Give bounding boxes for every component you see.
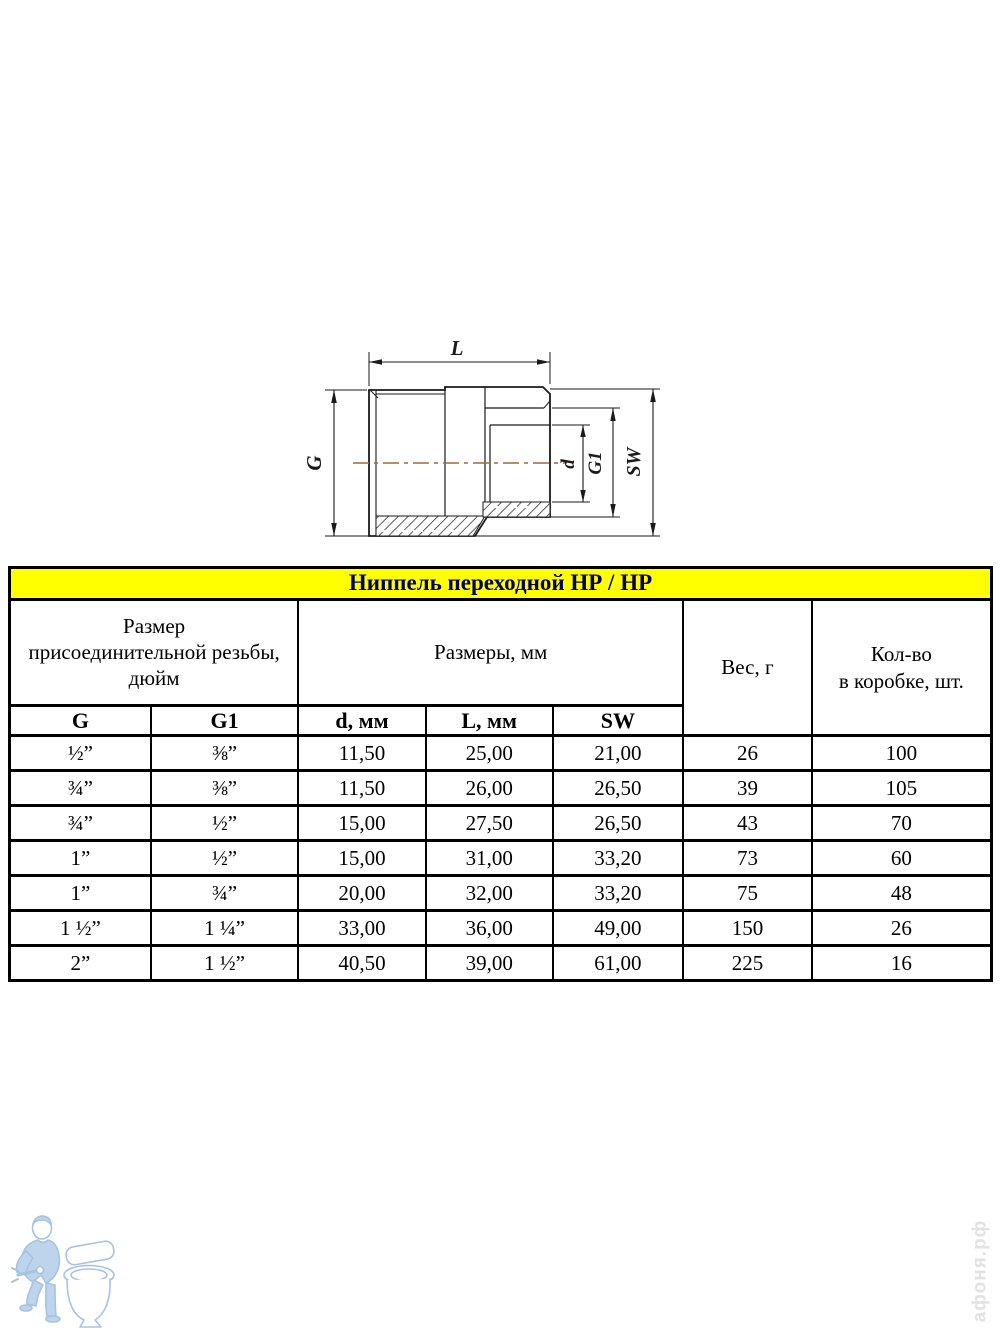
cell-l: 26,00 (426, 771, 553, 806)
cell-g1: ½” (151, 806, 298, 841)
spec-table (8, 566, 993, 982)
cell-d: 20,00 (298, 876, 426, 911)
cell-weight: 75 (683, 876, 812, 911)
header-qty (812, 599, 992, 736)
fitting-section-drawing (297, 330, 697, 560)
cell-qty: 16 (812, 946, 992, 981)
table-row (10, 911, 992, 946)
header-thread-size (10, 599, 299, 705)
header-weight: Вес, г (683, 599, 812, 736)
cell-g: 1” (10, 841, 151, 876)
cell-qty: 60 (812, 841, 992, 876)
cell-l: 32,00 (426, 876, 553, 911)
table-row (10, 736, 992, 771)
cell-g1: ½” (151, 841, 298, 876)
cell-l: 25,00 (426, 736, 553, 771)
cell-qty: 100 (812, 736, 992, 771)
header-thread-size-line3: дюйм (128, 666, 180, 691)
cell-l: 27,50 (426, 806, 553, 841)
cell-sw: 33,20 (553, 841, 684, 876)
header-qty-line1: Кол-во (870, 642, 932, 667)
dim-label-SW: SW (623, 447, 645, 477)
dim-label-d: d (558, 459, 579, 469)
cell-g: ¾” (10, 771, 151, 806)
cell-weight: 225 (683, 946, 812, 981)
site-watermark-text: афоня.рф (969, 1219, 990, 1323)
cell-sw: 49,00 (553, 911, 684, 946)
cell-weight: 43 (683, 806, 812, 841)
cell-d: 15,00 (298, 806, 426, 841)
cell-g: ¾” (10, 806, 151, 841)
table-row (10, 946, 992, 981)
table-title: Ниппель переходной НР / НР (10, 568, 992, 600)
dim-label-G1: G1 (585, 451, 606, 475)
cell-l: 31,00 (426, 841, 553, 876)
cell-d: 40,50 (298, 946, 426, 981)
cell-l: 36,00 (426, 911, 553, 946)
cell-g: 2” (10, 946, 151, 981)
header-thread-size-line1: Размер (123, 613, 186, 638)
cell-g1: 1 ½” (151, 946, 298, 981)
cell-qty: 48 (812, 876, 992, 911)
subheader-L: L, мм (426, 705, 553, 736)
cell-sw: 26,50 (553, 806, 684, 841)
header-dimensions: Размеры, мм (298, 599, 683, 705)
cell-qty: 105 (812, 771, 992, 806)
cell-qty: 70 (812, 806, 992, 841)
section-hatch-left (376, 516, 485, 536)
section-hatch-right (483, 502, 550, 517)
cell-sw: 21,00 (553, 736, 684, 771)
cell-weight: 73 (683, 841, 812, 876)
subheader-SW: SW (553, 705, 684, 736)
cell-g: 1” (10, 876, 151, 911)
cell-d: 15,00 (298, 841, 426, 876)
table-row (10, 806, 992, 841)
cell-sw: 33,20 (553, 876, 684, 911)
cell-qty: 26 (812, 911, 992, 946)
site-watermark (920, 1210, 1000, 1332)
subheader-G1: G1 (151, 705, 298, 736)
cell-sw: 26,50 (553, 771, 684, 806)
cell-weight: 26 (683, 736, 812, 771)
plumber-logo (10, 1213, 128, 1333)
header-qty-line2: в коробке, шт. (838, 668, 964, 693)
cell-g: 1 ½” (10, 911, 151, 946)
cell-d: 33,00 (298, 911, 426, 946)
table-row (10, 876, 992, 911)
cell-d: 11,50 (298, 771, 426, 806)
cell-g: ½” (10, 736, 151, 771)
subheader-G: G (10, 705, 151, 736)
cell-g1: ¾” (151, 876, 298, 911)
table-row (10, 841, 992, 876)
header-thread-size-line2: присоединительной резьбы, (28, 640, 280, 665)
table-row (10, 771, 992, 806)
nipple-cross-section (297, 330, 697, 560)
cell-g1: 1 ¼” (151, 911, 298, 946)
cell-l: 39,00 (426, 946, 553, 981)
cell-weight: 150 (683, 911, 812, 946)
dim-label-G: G (302, 455, 326, 471)
subheader-d: d, мм (298, 705, 426, 736)
cell-sw: 61,00 (553, 946, 684, 981)
cell-weight: 39 (683, 771, 812, 806)
cell-g1: ⅜” (151, 736, 298, 771)
cell-d: 11,50 (298, 736, 426, 771)
cell-g1: ⅜” (151, 771, 298, 806)
plumber-with-toilet-icon (10, 1213, 128, 1333)
dim-label-L: L (450, 336, 464, 360)
